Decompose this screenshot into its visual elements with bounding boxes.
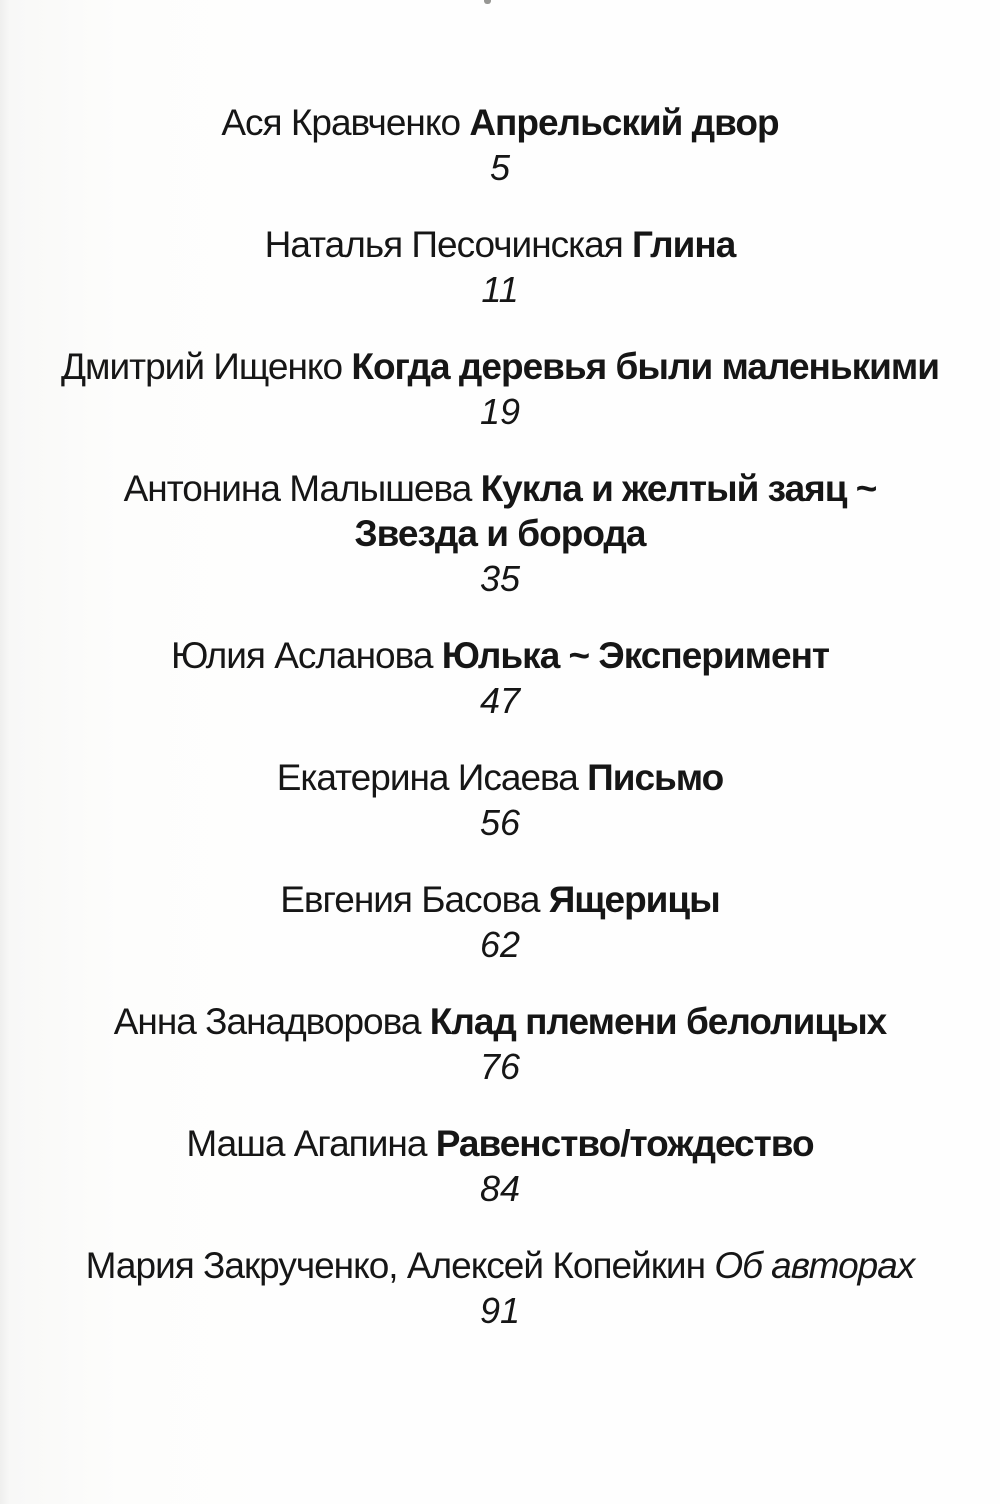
toc-page-number: 19: [479, 391, 521, 432]
toc-page-number: 56: [479, 802, 521, 843]
toc-entry-heading: [0, 877, 1000, 922]
toc-entry: [0, 1243, 1000, 1333]
toc-title: Юлька ~ Эксперимент: [441, 635, 830, 676]
toc-title: Кукла и желтый заяц ~ Звезда и борода: [354, 468, 877, 554]
toc-title: Глина: [632, 224, 736, 265]
toc-author: Наталья Песочинская: [264, 224, 633, 265]
toc-entry-heading: [0, 633, 1000, 678]
toc-author: Юлия Асланова: [170, 635, 442, 676]
toc-entry: [0, 1121, 1000, 1211]
toc-entry-heading: [0, 222, 1000, 267]
toc-entry: [0, 633, 1000, 723]
toc-author: Ася Кравченко: [221, 102, 470, 143]
toc-entry-heading: [0, 344, 1000, 389]
toc-entry: [0, 222, 1000, 312]
toc-title: Клад племени белолицых: [429, 1001, 887, 1042]
toc-title: Когда деревья были маленькими: [351, 346, 940, 387]
toc-page-number: 35: [479, 558, 521, 599]
toc-page-number: 5: [489, 147, 511, 188]
toc-author: Маша Агапина: [186, 1123, 436, 1164]
toc-page-number: 76: [479, 1046, 521, 1087]
toc-author: Екатерина Исаева: [276, 757, 588, 798]
toc-entry-heading: [0, 1243, 1000, 1288]
toc-entry: [0, 877, 1000, 967]
toc-entry-heading: [0, 466, 1000, 556]
toc-entry-heading: [0, 100, 1000, 145]
toc-title: Равенство/тождество: [435, 1123, 814, 1164]
toc-entry-heading: [0, 999, 1000, 1044]
toc-author: Антонина Малышева: [123, 468, 481, 509]
toc-author: Анна Занадворова: [113, 1001, 430, 1042]
toc-author: Дмитрий Ищенко: [60, 346, 352, 387]
toc-entry: [0, 100, 1000, 190]
toc-title: Письмо: [587, 757, 724, 798]
toc-title: Апрельский двор: [469, 102, 779, 143]
toc-entry: [0, 999, 1000, 1089]
toc-page-number: 62: [479, 924, 521, 965]
toc-title: Об авторах: [714, 1245, 915, 1286]
toc-entry: [0, 755, 1000, 845]
toc-entry: [0, 344, 1000, 434]
toc-author: Евгения Басова: [280, 879, 549, 920]
toc-entry: [0, 466, 1000, 601]
toc-page-number: 11: [481, 269, 519, 310]
toc-entry-heading: [0, 755, 1000, 800]
toc-page-number: 84: [479, 1168, 521, 1209]
toc-title: Ящерицы: [548, 879, 720, 920]
toc-entry-heading: [0, 1121, 1000, 1166]
toc-author: Мария Закрученко, Алексей Копейкин: [85, 1245, 715, 1286]
toc-page-number: 47: [479, 680, 521, 721]
toc-page-number: 91: [479, 1290, 521, 1331]
